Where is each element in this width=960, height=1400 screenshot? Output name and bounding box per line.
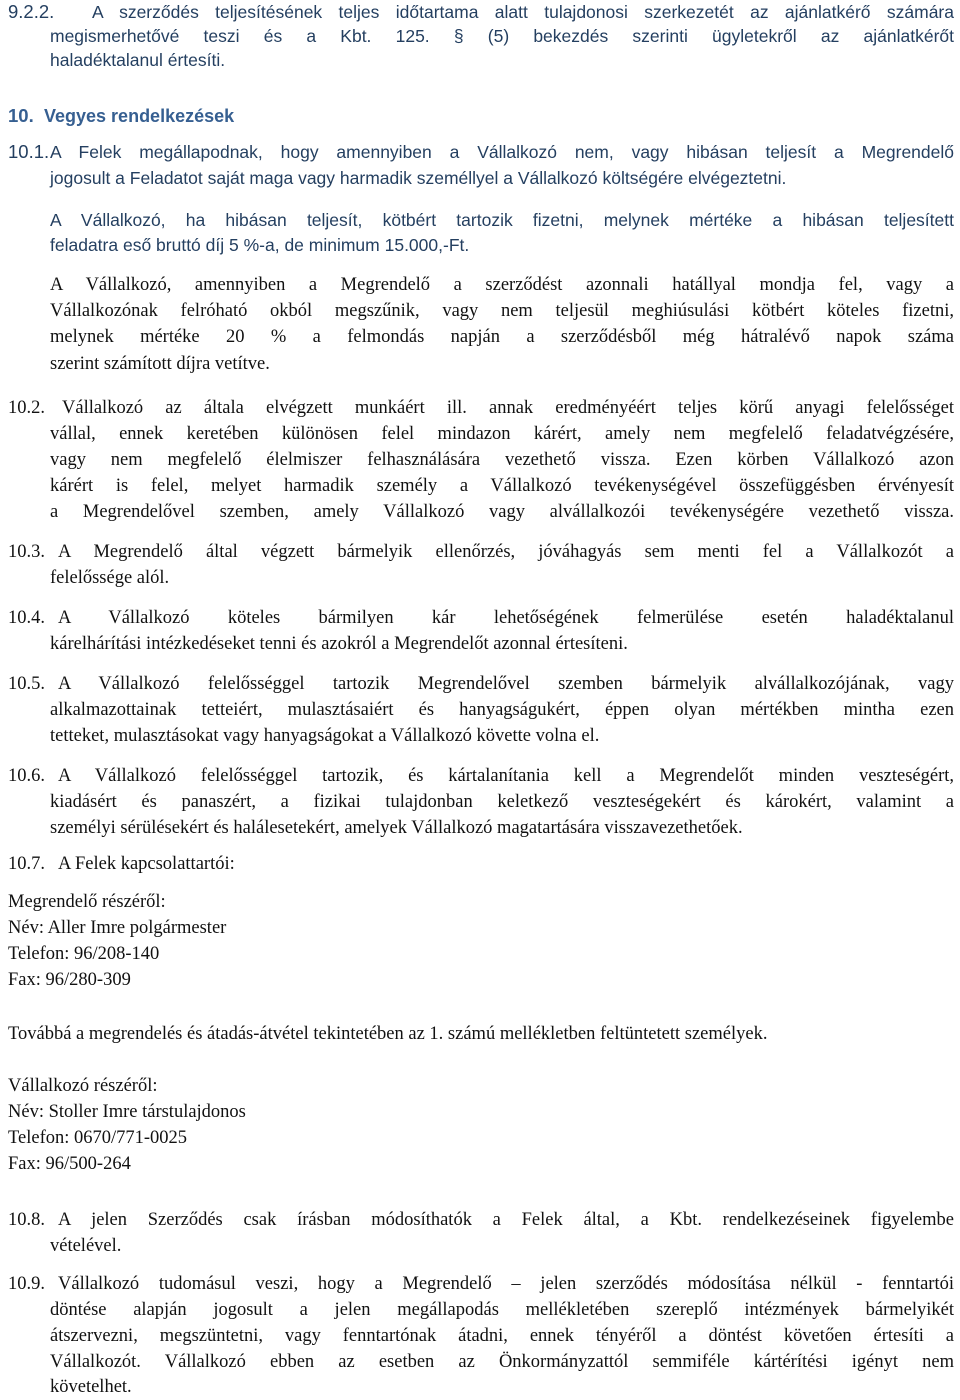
item-number-10-2: 10.2. [8, 398, 45, 418]
item-number-10-8: 10.8. [8, 1210, 45, 1230]
item-10-6-line-2: kiadásért és panaszért, a fizikai tulajdonban keletkező veszteségekért és károkért, valamint a [50, 792, 954, 812]
item-number-10-5: 10.5. [8, 674, 45, 694]
section-title-10: Vegyes rendelkezések [44, 106, 235, 126]
item-10-3-line-1: A Megrendelő által végzett bármelyik ellenőrzés, jóváhagyás sem menti fel a Vállalkozót a [58, 542, 954, 562]
section-number-9-2-2: 9.2.2. [8, 1, 55, 22]
item-number-10-4: 10.4. [8, 608, 45, 628]
item-10-2-line-1: Vállalkozó az általa elvégzett munkáért ill. annak eredményéért teljes körű anyagi felelősséget [62, 398, 954, 418]
item-10-4-line-2: kárelhárítási intézkedéseket tenni és azokról a Megrendelőt azonnal értesíteni. [50, 634, 628, 654]
item-10-2-line-2: vállal, ennek keretében különösen felel mindazon kárért, amely nem megfelelő feladatvégzésére, [50, 424, 954, 444]
item-10-8-line-1: A jelen Szerződés csak írásban módosíthatók a Felek által, a Kbt. rendelkezéseinek figyelembe [58, 1210, 954, 1230]
item-10-6-line-3: személyi sérülésekért és halálesetekért, amelyek Vállalkozó magatartására visszavezethetőek. [50, 818, 743, 838]
item-10-1-line-2: jogosult a Feladatot saját maga vagy harmadik személlyel a Vállalkozó költségére elvégeztetni. [50, 168, 787, 188]
section-9-2-2-line-3: haladéktalanul értesíti. [50, 50, 226, 70]
item-10-9-line-5: követelhet. [50, 1377, 132, 1397]
item-10-1-para3-line-1: A Vállalkozó, amennyiben a Megrendelő a szerződést azonnali hatállyal mondja fel, vagy a [50, 275, 954, 295]
item-10-5-line-2: alkalmazottainak tetteiért, mulasztásaiért és hanyagságukért, éppen olyan mértékben mintha ezen [50, 700, 954, 720]
contact-megrendelo-fax: Fax: 96/280-309 [8, 970, 131, 990]
item-number-10-9: 10.9. [8, 1274, 45, 1294]
contacts-note: Továbbá a megrendelés és átadás-átvétel tekintetében az 1. számú mellékletben feltüntetett személyek. [8, 1024, 768, 1044]
item-10-1-para3-line-2: Vállalkozónak felróható okból megszűnik, vagy nem teljesül meghiúsulási kötbért köteles fizetni, [50, 301, 954, 321]
item-10-2-line-4: kárért is felel, melyet harmadik személy a Vállalkozó tevékenységével összefüggésben érvényesít [50, 476, 954, 496]
section-9-2-2-line-2: megismerhetővé teszi és a Kbt. 125. § (5) bekezdés szerinti ügyletekről az ajánlatkérőt [50, 26, 954, 46]
contact-megrendelo-name: Név: Aller Imre polgármester [8, 918, 227, 938]
item-number-10-3: 10.3. [8, 542, 45, 562]
contact-vallalkozo-phone: Telefon: 0670/771-0025 [8, 1128, 188, 1148]
section-number-10: 10. [8, 105, 34, 126]
item-10-5-line-3: tetteket, mulasztásokat vagy hanyagságokat a Vállalkozó követte volna el. [50, 726, 600, 746]
item-10-5-line-1: A Vállalkozó felelősséggel tartozik Megrendelővel szemben bármelyik alvállalkozójának, vagy [58, 674, 954, 694]
contact-vallalkozo-fax: Fax: 96/500-264 [8, 1154, 131, 1174]
item-10-1-line-1: A Felek megállapodnak, hogy amennyiben a Vállalkozó nem, vagy hibásan teljesít a Megrendelő [50, 142, 954, 162]
item-10-9-line-2: döntése alapján jogosult a jelen megállapodás mellékletében szereplő intézmények bármelyikét [50, 1300, 954, 1320]
item-10-1-para2-line-1: A Vállalkozó, ha hibásan teljesít, kötbért tartozik fizetni, melynek mértéke a hibásan teljesített [50, 210, 954, 230]
item-10-9-line-4: Vállalkozót. Vállalkozó ebben az esetben az Önkormányzattól semmiféle kártérítési igényt nem [50, 1352, 954, 1372]
item-10-9-line-3: átszervezni, megszüntetni, vagy fenntartónak átadni, ennek tényéről a döntést követően értesíti a [50, 1326, 954, 1346]
contact-megrendelo-heading: Megrendelő részéről: [8, 892, 166, 912]
item-10-9-line-1: Vállalkozó tudomásul veszi, hogy a Megrendelő – jelen szerződés módosítása nélkül - fenntartói [58, 1274, 954, 1294]
item-10-1-para3-line-4: szerint számított díjra vetítve. [50, 354, 270, 374]
item-10-1-para2-line-2: feladatra eső bruttó díj 5 %-a, de minimum 15.000,-Ft. [50, 235, 470, 255]
item-10-3-line-2: felelőssége alól. [50, 568, 170, 588]
item-number-10-6: 10.6. [8, 766, 45, 786]
contact-vallalkozo-heading: Vállalkozó részéről: [8, 1076, 158, 1096]
item-10-6-line-1: A Vállalkozó felelősséggel tartozik, és kártalanítania kell a Megrendelőt minden veszteségért, [58, 766, 954, 786]
contact-megrendelo-phone: Telefon: 96/208-140 [8, 944, 160, 964]
item-10-7-title: A Felek kapcsolattartói: [58, 854, 235, 874]
item-10-2-line-3: vagy nem megfelelő élelmiszer felhasználására vezethető vissza. Ezen körben Vállalkozó azon [50, 450, 954, 470]
item-number-10-7: 10.7. [8, 854, 45, 874]
item-10-8-line-2: vételével. [50, 1236, 122, 1256]
section-9-2-2-line-1: A szerződés teljesítésének teljes időtartama alatt tulajdonosi szerkezetét az ajánlatkérő számára [92, 2, 954, 22]
item-number-10-1: 10.1. [8, 141, 50, 162]
contact-vallalkozo-name: Név: Stoller Imre társtulajdonos [8, 1102, 246, 1122]
item-10-1-para3-line-3: melynek mértéke 20 % a felmondás napján a szerződésből még hátralévő napok száma [50, 327, 954, 347]
item-10-2-line-5: a Megrendelővel szemben, amely Vállalkozó vagy alvállalkozói tevékenységére vezethető vissza. [50, 502, 954, 522]
item-10-4-line-1: A Vállalkozó köteles bármilyen kár lehetőségének felmerülése esetén haladéktalanul [58, 608, 954, 628]
